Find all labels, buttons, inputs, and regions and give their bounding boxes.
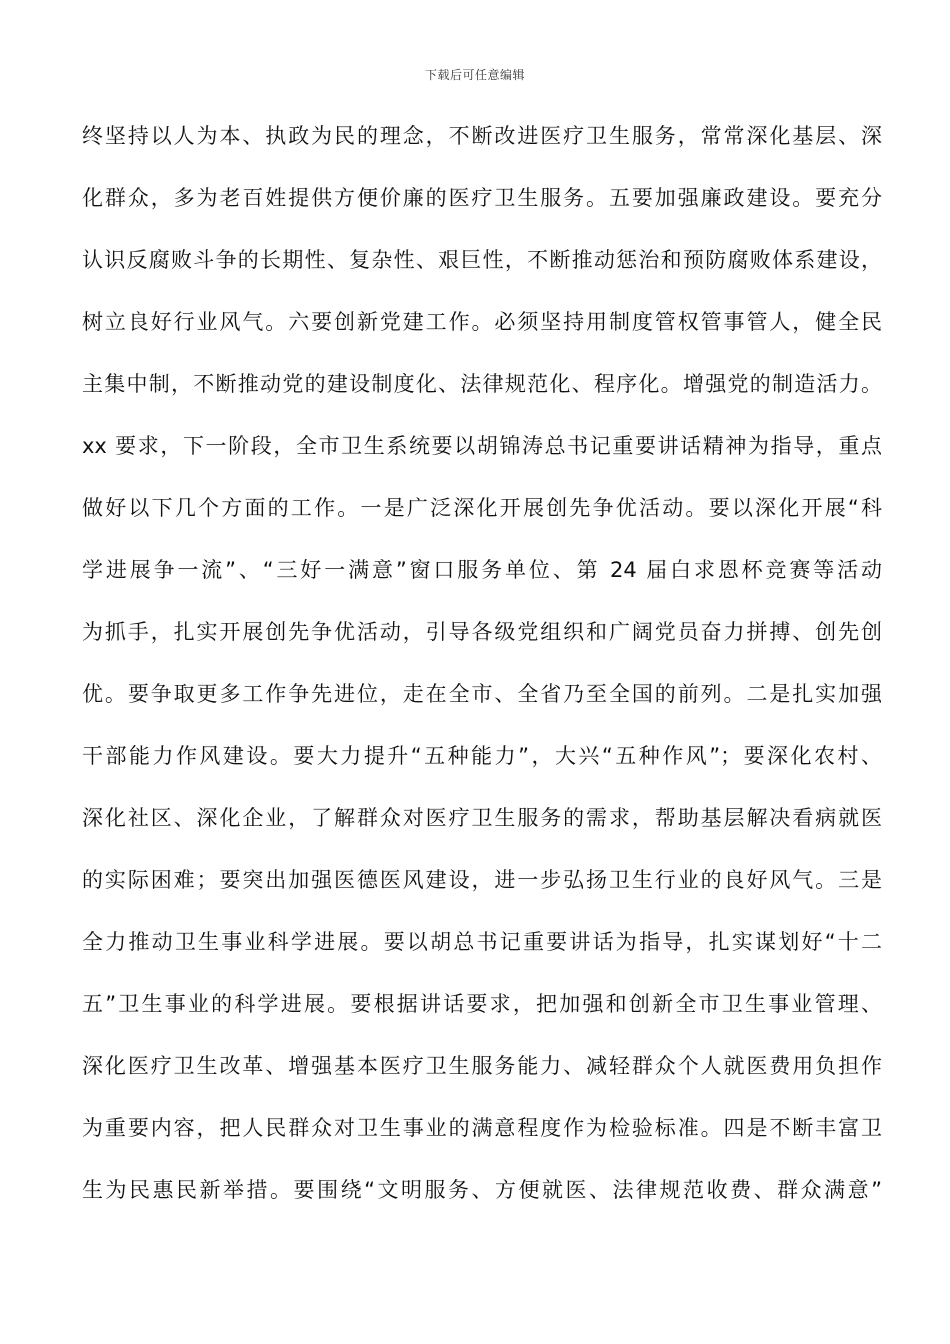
text-line: 学进展争一流”、“三好一满意”窗口服务单位、第 24 届白求恩杯竞赛等活动	[82, 558, 882, 582]
text-line: 树立良好行业风气。六要创新党建工作。必须坚持用制度管权管事管人，健全民	[82, 310, 882, 334]
text-line: xx 要求，下一阶段，全市卫生系统要以胡锦涛总书记重要讲话精神为指导，重点	[82, 434, 882, 458]
text-line: 优。要争取更多工作争先进位，走在全市、全省乃至全国的前列。二是扎实加强	[82, 682, 882, 706]
text-line: 深化医疗卫生改革、增强基本医疗卫生服务能力、减轻群众个人就医费用负担作	[82, 1054, 882, 1078]
text-line: 化群众，多为老百姓提供方便价廉的医疗卫生服务。五要加强廉政建设。要充分	[82, 186, 882, 210]
text-line: 全力推动卫生事业科学进展。要以胡总书记重要讲话为指导，扎实谋划好“十二	[82, 930, 882, 954]
header-note: 下载后可任意编辑	[424, 68, 525, 82]
text-line: 生为民惠民新举措。要围绕“文明服务、方便就医、法律规范收费、群众满意”	[82, 1178, 882, 1202]
text-line: 为抓手，扎实开展创先争优活动，引导各级党组织和广阔党员奋力拼搏、创先创	[82, 620, 882, 644]
text-line: 干部能力作风建设。要大力提升“五种能力”，大兴“五种作风”；要深化农村、	[82, 744, 882, 768]
text-line: 五”卫生事业的科学进展。要根据讲话要求，把加强和创新全市卫生事业管理、	[82, 992, 882, 1016]
text-line: 终坚持以人为本、执政为民的理念，不断改进医疗卫生服务，常常深化基层、深	[82, 124, 882, 148]
text-line: 的实际困难；要突出加强医德医风建设，进一步弘扬卫生行业的良好风气。三是	[82, 868, 882, 892]
body-text	[82, 112, 882, 1228]
text-line: 做好以下几个方面的工作。一是广泛深化开展创先争优活动。要以深化开展“科	[82, 496, 882, 520]
text-line: 主集中制，不断推动党的建设制度化、法律规范化、程序化。增强党的制造活力。	[82, 372, 882, 396]
text-line: 认识反腐败斗争的长期性、复杂性、艰巨性，不断推动惩治和预防腐败体系建设，	[82, 248, 882, 272]
text-line: 深化社区、深化企业，了解群众对医疗卫生服务的需求，帮助基层解决看病就医	[82, 806, 882, 830]
text-line: 为重要内容，把人民群众对卫生事业的满意程度作为检验标准。四是不断丰富卫	[82, 1116, 882, 1140]
